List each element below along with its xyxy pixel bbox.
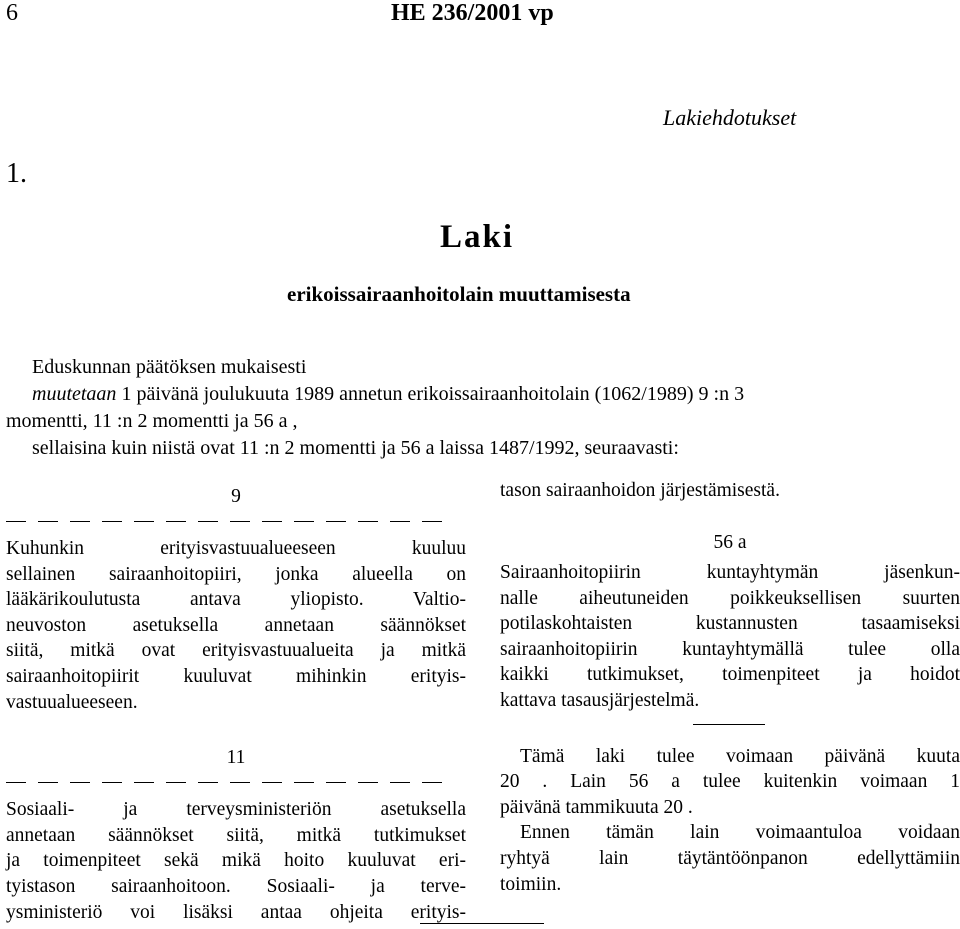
text-line: ryhtyä lain täytäntöönpanon edellyttämiin [500, 847, 960, 869]
section-9-text [6, 536, 466, 715]
text-line: Kuhunkin erityisvastuualueeseen kuuluu [6, 538, 466, 559]
section-11-text [6, 797, 466, 925]
section-11-heading: 11 [226, 747, 246, 769]
section-56a-heading: 56 a [713, 532, 747, 553]
section-56a-text [500, 560, 960, 714]
text-line: annetaan säännökset siitä, mitkä tutkimukset [6, 824, 466, 846]
text-line: ysministeriö voi lisäksi antaa ohjeita erityis- [6, 901, 466, 923]
text-line: vastuualueeseen. [6, 691, 138, 713]
intro-line-3: momentti, 11 :n 2 momentti ja 56 a , [6, 410, 298, 432]
text-line: 20 . Lain 56 a tulee kuitenkin voimaan 1 [500, 771, 960, 793]
text-line: sairaanhoitopiirit kuuluvat mihinkin erityis- [6, 665, 466, 687]
text-line: Sosiaali- ja terveysministeriön asetuksella [6, 799, 466, 821]
text-line: siitä, mitkä ovat erityisvastuualueita ja mitkä [6, 640, 466, 662]
text-line: kaikki tutkimukset, toimenpiteet ja hoidot [500, 664, 960, 686]
continuation-text: tason sairaanhoidon järjestämisestä. [500, 480, 780, 501]
section-label: Lakiehdotukset [663, 105, 797, 130]
law-title: Laki [440, 219, 515, 255]
text-line: sairaanhoitopiirin kuntayhtymällä tulee olla [500, 638, 960, 660]
section-9-heading: 9 [231, 486, 241, 507]
text-line: Ennen tämän lain voimaantuloa voidaan [520, 822, 960, 844]
text-line: ja toimenpiteet sekä mikä hoito kuuluvat eri- [6, 850, 466, 872]
left-column [6, 484, 466, 925]
page-end-rule [420, 923, 544, 924]
text-line: potilaskohtaisten kustannusten tasaamiseksi [500, 613, 960, 635]
text-line: lääkärikoulutusta antava yliopisto. Valtio- [6, 589, 466, 611]
intro-line-2 [32, 383, 744, 406]
right-column [500, 478, 960, 897]
text-line: nalle aiheutuneiden poikkeuksellisen suurten [500, 587, 960, 609]
page-number: 6 [6, 0, 18, 26]
text-line: Tämä laki tulee voimaan päivänä kuuta [520, 745, 960, 767]
text-line: Sairaanhoitopiirin kuntayhtymän jäsenkun- [500, 562, 960, 583]
document-code: HE 236/2001 vp [391, 0, 554, 26]
text-line: neuvoston asetuksella annetaan säännökset [6, 614, 466, 636]
omitted-text-dashes [6, 514, 466, 536]
transition-paragraph [500, 820, 960, 897]
text-line: kattava tasausjärjestelmä. [500, 689, 700, 711]
text-line: toimiin. [500, 873, 562, 895]
law-subtitle: erikoissairaanhoitolain muuttamisesta [287, 282, 631, 306]
omitted-text-dashes [6, 775, 466, 797]
section-end-rule [693, 724, 765, 725]
intro-verb: muutetaan [32, 383, 117, 405]
text-line: tyistason sairaanhoitoon. Sosiaali- ja terve- [6, 875, 466, 897]
intro-line-1: Eduskunnan päätöksen mukaisesti [32, 356, 307, 378]
intro-line-4: sellaisina kuin niistä ovat 11 :n 2 momentti ja 56 a laissa 1487/1992, seuraavasti: [32, 437, 679, 459]
entry-into-force-paragraph [500, 744, 960, 821]
law-number: 1. [6, 158, 27, 189]
text-line: sellainen sairaanhoitopiiri, jonka alueella on [6, 563, 466, 585]
text-line: päivänä tammikuuta 20 . [500, 796, 693, 818]
intro-line-2-rest: 1 päivänä joulukuuta 1989 annetun erikoissairaanhoitolain (1062/1989) 9 :n 3 [116, 383, 745, 405]
